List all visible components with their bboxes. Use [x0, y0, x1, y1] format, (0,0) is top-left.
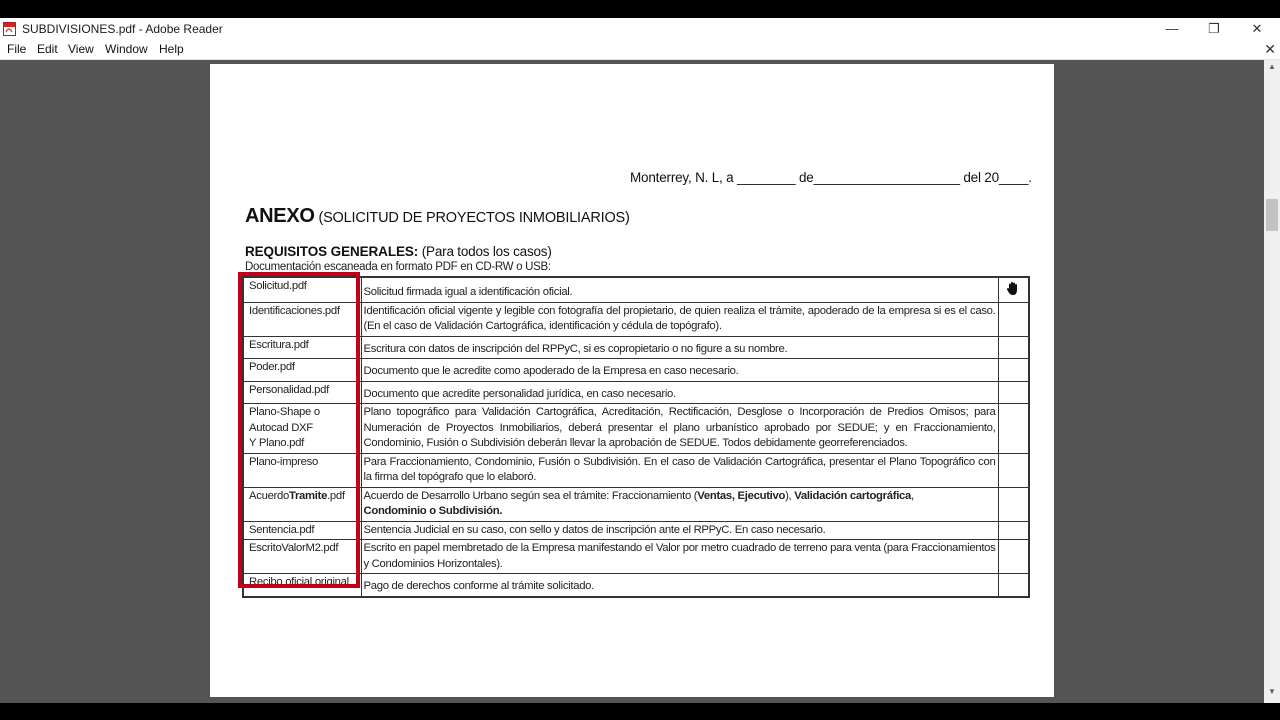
file-name-part: .pdf	[327, 489, 345, 502]
highlight-box	[238, 272, 360, 588]
requirement-description: Identificación oficial vigente y legible con fotografía del propietario, de quien realiza el trámite, apoderado de la empresa si es el caso. (En el caso de Validación Cartográfica, identificación y cédula de topógrafo).	[361, 302, 998, 336]
menu-view[interactable]: View	[68, 42, 94, 56]
anexo-heading	[245, 205, 630, 228]
menu-bar	[0, 40, 1280, 60]
anexo-title: ANEXO	[245, 205, 315, 227]
window-titlebar	[0, 18, 1280, 40]
menu-edit[interactable]: Edit	[37, 42, 58, 56]
file-name-part: Acuerdo	[249, 489, 289, 502]
requirement-description: Plano topográfico para Validación Cartográfica, Acreditación, Rectificación, Desglose o Incorporación de Predios Omisos; para Numeración de Proyectos Inmobiliarios, deberá presentar el plano urbanístico aprobado por SEDUE; y en Fraccionamiento, Condominio, Fusión o Subdivisión deberán llevar la aprobación de SEDUE. Todos debidamente georreferenciados.	[361, 404, 998, 454]
bottom-bar	[0, 703, 1280, 720]
menu-window[interactable]: Window	[105, 42, 148, 56]
desc-part-bold: Validación cartográfica	[794, 489, 912, 502]
check-cell	[998, 277, 1029, 302]
file-name: Poder.pdf	[243, 359, 361, 382]
table-row	[243, 540, 1029, 574]
table-row	[243, 404, 1029, 454]
date-line: Monterrey, N. L, a ________ de____________________ del 20____.	[630, 170, 1032, 185]
table-row	[243, 453, 1029, 487]
table-row	[243, 336, 1029, 359]
table-row	[243, 487, 1029, 521]
table-row	[243, 521, 1029, 540]
desc-part-bold: Ventas, Ejecutivo	[697, 489, 786, 502]
minimize-button[interactable]: —	[1165, 21, 1179, 36]
requirement-description: Pago de derechos conforme al trámite solicitado.	[361, 574, 998, 597]
menu-help[interactable]: Help	[159, 42, 184, 56]
hand-cursor-icon	[1005, 280, 1021, 296]
file-name: Plano-impreso	[243, 453, 361, 487]
table-row	[243, 359, 1029, 382]
anexo-subtitle: (SOLICITUD DE PROYECTOS INMOBILIARIOS)	[314, 210, 630, 226]
file-name: Personalidad.pdf	[243, 381, 361, 404]
scan-note: Documentación escaneada en formato PDF en CD-RW o USB:	[245, 261, 551, 273]
requirement-description: Para Fraccionamiento, Condominio, Fusión o Subdivisión. En el caso de Validación Cartográfica, presentar el Plano Topográfico con la firma del topógrafo que lo elaboró.	[361, 453, 998, 487]
table-row	[243, 277, 1029, 302]
requirement-description: Sentencia Judicial en su caso, con sello y datos de inscripción ante el RPPyC. En caso necesario.	[361, 521, 998, 540]
check-cell	[998, 487, 1029, 521]
desc-part: Acuerdo de Desarrollo Urbano según sea el trámite: Fraccionamiento (	[363, 489, 698, 502]
requirement-description: Documento que acredite personalidad jurídica, en caso necesario.	[361, 381, 998, 404]
check-cell	[998, 404, 1029, 454]
menu-file[interactable]: File	[7, 42, 27, 56]
file-name: EscritoValorM2.pdf	[243, 540, 361, 574]
file-name: Solicitud.pdf	[243, 277, 361, 302]
scroll-down-arrow-icon[interactable]: ▼	[1268, 687, 1276, 696]
requirement-description: Documento que le acredite como apoderado de la Empresa en caso necesario.	[361, 359, 998, 382]
requisitos-label: REQUISITOS GENERALES:	[245, 244, 419, 259]
pdf-page	[210, 64, 1054, 697]
check-cell	[998, 336, 1029, 359]
vertical-scrollbar[interactable]	[1264, 60, 1280, 703]
check-cell	[998, 540, 1029, 574]
requirement-description: Solicitud firmada igual a identificación oficial.	[361, 277, 998, 302]
requirement-description: Escritura con datos de inscripción del RPPyC, si es copropietario o no figure a su nombre.	[361, 336, 998, 359]
check-cell	[998, 574, 1029, 597]
scroll-thumb[interactable]	[1266, 199, 1278, 231]
file-name-line: Plano-Shape o	[249, 406, 320, 418]
desc-part-bold: Condominio o Subdivisión.	[363, 505, 503, 517]
close-document-button[interactable]: ✕	[1264, 41, 1276, 57]
table-row	[243, 574, 1029, 597]
table-row	[243, 302, 1029, 336]
requirement-description: Escrito en papel membretado de la Empresa manifestando el Valor por metro cuadrado de terreno para venta (para Fraccionamientos y Condominios Horizontales).	[361, 540, 998, 574]
file-name: Sentencia.pdf	[243, 521, 361, 540]
check-cell	[998, 381, 1029, 404]
file-name: Recibo oficial original	[243, 574, 361, 597]
restore-button[interactable]: ❐	[1208, 21, 1220, 36]
requisitos-note: (Para todos los casos)	[418, 244, 552, 259]
window-title: SUBDIVISIONES.pdf - Adobe Reader	[22, 22, 223, 36]
scroll-up-arrow-icon[interactable]: ▲	[1268, 62, 1276, 71]
file-name: Escritura.pdf	[243, 336, 361, 359]
file-name-line: Autocad DXF	[249, 421, 313, 434]
file-name: Identificaciones.pdf	[243, 302, 361, 336]
desc-part: ,	[911, 489, 914, 502]
requirements-table	[242, 276, 1030, 598]
table-row	[243, 381, 1029, 404]
desc-part: ),	[785, 489, 795, 502]
check-cell	[998, 453, 1029, 487]
check-cell	[998, 521, 1029, 540]
document-viewport[interactable]	[0, 60, 1264, 703]
check-cell	[998, 302, 1029, 336]
file-name-part-bold: Tramite	[288, 489, 328, 502]
close-window-button[interactable]: ✕	[1251, 21, 1263, 36]
requisitos-heading	[245, 244, 552, 259]
requirement-description	[361, 487, 998, 521]
check-cell	[998, 359, 1029, 382]
pdf-file-icon	[3, 22, 16, 36]
file-name-line: Y Plano.pdf	[249, 437, 304, 449]
